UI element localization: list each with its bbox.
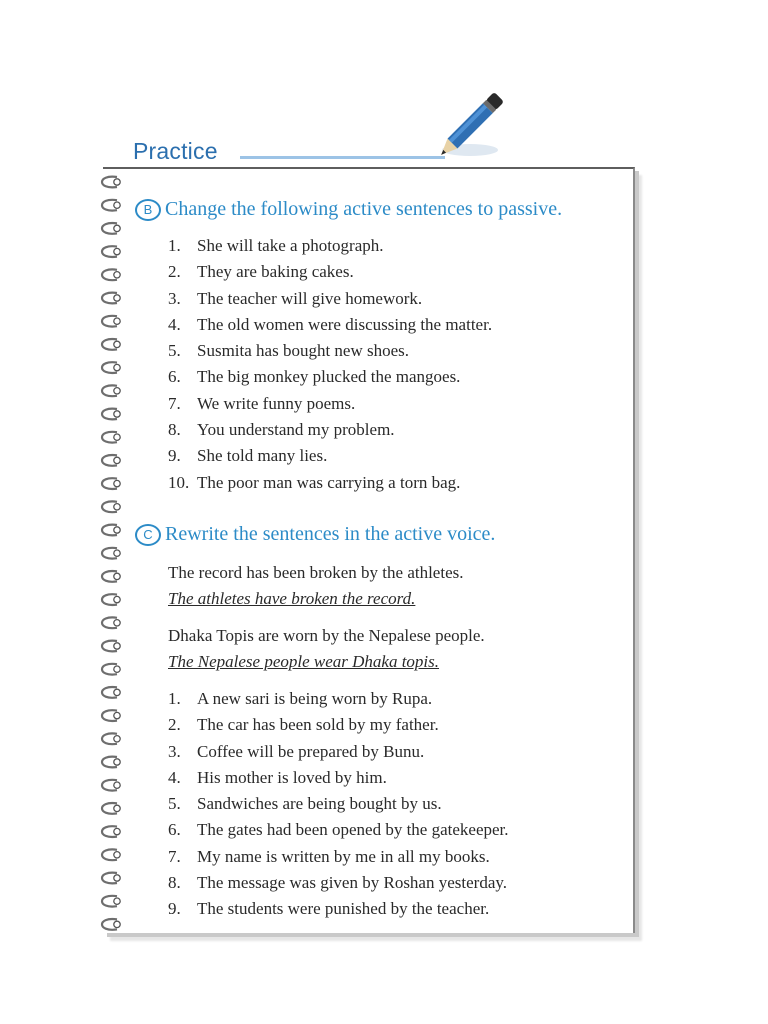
list-item: 9. She told many lies. xyxy=(168,446,328,466)
spiral-ring xyxy=(102,478,120,489)
spiral-ring xyxy=(102,710,120,721)
practice-title: Practice xyxy=(133,138,218,164)
spiral-ring xyxy=(102,177,120,188)
spiral-ring xyxy=(102,409,120,420)
list-item: 7. We write funny poems. xyxy=(168,393,356,413)
example-answer: The athletes have broken the record. xyxy=(168,589,416,608)
list-item: 8. The message was given by Roshan yesterday. xyxy=(168,873,508,893)
example-2 xyxy=(168,623,485,675)
list-item: 10. The poor man was carrying a torn bag. xyxy=(168,472,461,492)
section-c-list xyxy=(168,686,509,923)
spiral-ring xyxy=(102,896,120,907)
spiral-ring xyxy=(102,223,120,234)
spiral-ring xyxy=(102,803,120,814)
section-b-badge: B xyxy=(135,199,161,221)
spiral-ring xyxy=(102,339,120,350)
pencil-icon xyxy=(428,88,508,168)
spiral-ring xyxy=(102,919,120,930)
spiral-ring xyxy=(102,385,120,396)
title-underline xyxy=(240,156,445,159)
list-item: 4. The old women were discussing the matter. xyxy=(168,314,493,334)
spiral-ring xyxy=(102,733,120,744)
example-question: The record has been broken by the athletes. xyxy=(168,563,464,582)
section-b-instruction: Change the following active sentences to passive. xyxy=(165,198,563,220)
list-item: 4. His mother is loved by him. xyxy=(168,767,387,787)
spiral-ring xyxy=(102,873,120,884)
spiral-ring xyxy=(102,641,120,652)
section-c-badge: C xyxy=(135,524,161,546)
spiral-ring xyxy=(102,826,120,837)
spiral-ring xyxy=(102,594,120,605)
example-answer: The Nepalese people wear Dhaka topis. xyxy=(168,652,440,671)
spiral-ring xyxy=(102,269,120,280)
list-item: 2. They are baking cakes. xyxy=(168,262,354,282)
spiral-ring xyxy=(102,849,120,860)
spiral-ring xyxy=(102,501,120,512)
spiral-ring xyxy=(102,455,120,466)
list-item: 5. Susmita has bought new shoes. xyxy=(168,341,410,361)
list-item: 3. The teacher will give homework. xyxy=(168,288,423,308)
list-item: 9. The students were punished by the teacher. xyxy=(168,899,490,919)
spiral-ring xyxy=(102,617,120,628)
list-item: 6. The big monkey plucked the mangoes. xyxy=(168,367,461,387)
spiral-ring xyxy=(102,525,120,536)
spiral-ring xyxy=(102,780,120,791)
list-item: 3. Coffee will be prepared by Bunu. xyxy=(168,741,425,761)
section-c-heading xyxy=(135,523,495,546)
spiral-ring xyxy=(102,687,120,698)
list-item: 1. She will take a photograph. xyxy=(168,236,384,255)
spiral-ring xyxy=(102,362,120,373)
spiral-ring xyxy=(102,246,120,257)
list-item: 5. Sandwiches are being bought by us. xyxy=(168,794,442,814)
spiral-binding-icon xyxy=(95,172,131,932)
spiral-ring xyxy=(102,293,120,304)
spiral-ring xyxy=(102,432,120,443)
spiral-ring xyxy=(102,548,120,559)
spiral-ring xyxy=(102,316,120,327)
section-b-heading xyxy=(135,198,562,221)
spiral-ring xyxy=(102,571,120,582)
section-b-list xyxy=(168,233,492,496)
example-1 xyxy=(168,560,464,612)
list-item: 7. My name is written by me in all my books. xyxy=(168,846,490,866)
list-item: 8. You understand my problem. xyxy=(168,420,395,440)
list-item: 1. A new sari is being worn by Rupa. xyxy=(168,689,433,708)
list-item: 2. The car has been sold by my father. xyxy=(168,715,439,735)
section-c-instruction: Rewrite the sentences in the active voice. xyxy=(165,523,496,545)
spiral-ring xyxy=(102,200,120,211)
spiral-ring xyxy=(102,757,120,768)
list-item: 6. The gates had been opened by the gatekeeper. xyxy=(168,820,509,840)
example-question: Dhaka Topis are worn by the Nepalese people. xyxy=(168,626,485,645)
spiral-ring xyxy=(102,664,120,675)
